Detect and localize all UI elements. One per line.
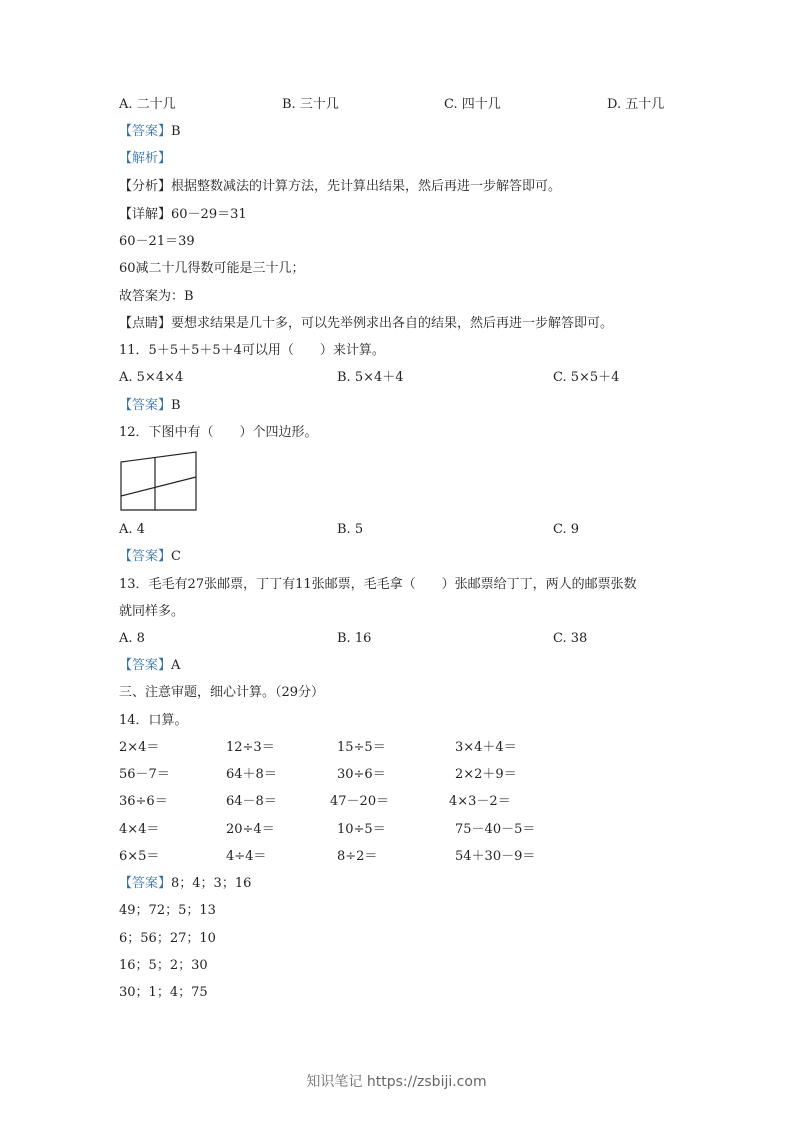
q13-option-a: A. 8 <box>119 631 145 646</box>
q10-option-c: C. 四十几 <box>444 97 501 112</box>
calc-item: 56－7＝ <box>119 767 170 782</box>
calc-item: 4÷4＝ <box>226 849 267 864</box>
q10-line3: 60减二十几得数可能是三十几； <box>119 261 305 276</box>
q10-option-a: A. 二十几 <box>119 97 176 112</box>
calc-item: 2×4＝ <box>119 740 160 755</box>
fenxi-text: 根据整数减法的计算方法，先计算出结果，然后再进一步解答即可。 <box>171 179 562 194</box>
answer-value: A <box>171 658 181 673</box>
calc-item: 15÷5＝ <box>337 740 386 755</box>
fenxi-tag: 【分析】 <box>119 179 172 194</box>
q12-answer <box>119 549 181 565</box>
answer-tag: 【答案】 <box>119 398 172 413</box>
q10-answer <box>119 124 181 140</box>
xiangjie-tag: 【详解】 <box>119 207 172 222</box>
q13-stem-line2: 就同样多。 <box>119 604 185 619</box>
answer-tag: 【答案】 <box>119 124 172 139</box>
dianjing-tag: 【点睛】 <box>119 316 172 331</box>
calc-item: 4×3－2＝ <box>449 794 511 809</box>
q11-answer <box>119 398 181 414</box>
q12-option-a: A. 4 <box>119 522 145 537</box>
q10-line2: 60－21＝39 <box>119 234 195 249</box>
calc-item: 20÷4＝ <box>226 822 275 837</box>
q10-option-b: B. 三十几 <box>282 97 339 112</box>
calc-item: 10÷5＝ <box>337 822 386 837</box>
q12-option-c: C. 9 <box>553 522 580 537</box>
answer-tag: 【答案】 <box>119 658 172 673</box>
answer-row: 8；4；3；16 <box>171 876 252 891</box>
calc-item: 75－40－5＝ <box>455 822 536 837</box>
q11-stem: 11．5＋5＋5＋5＋4可以用（ ）来计算。 <box>119 343 385 358</box>
answer-value: B <box>171 124 181 139</box>
dianjing-text: 要想求结果是几十多，可以先举例求出各自的结果，然后再进一步解答即可。 <box>171 316 614 331</box>
answer-tag: 【答案】 <box>119 876 172 891</box>
calc-item: 8÷2＝ <box>337 849 378 864</box>
q10-fenxi <box>119 179 561 195</box>
calc-item: 36÷6＝ <box>119 794 168 809</box>
q12-option-b: B. 5 <box>337 522 364 537</box>
footer-watermark: 知识笔记 https://zsbiji.com <box>306 1074 487 1090</box>
calc-item: 6×5＝ <box>119 849 160 864</box>
q11-option-c: C. 5×5＋4 <box>553 370 620 385</box>
calc-item: 54＋30－9＝ <box>455 849 536 864</box>
calc-item: 64＋8＝ <box>226 767 277 782</box>
q13-option-c: C. 38 <box>553 631 588 646</box>
quadrilateral-figure <box>119 450 199 512</box>
calc-item: 3×4＋4＝ <box>455 740 517 755</box>
answer-tag: 【答案】 <box>119 549 172 564</box>
calc-item: 12÷3＝ <box>226 740 275 755</box>
q14-answer <box>119 876 251 892</box>
calc-item: 64－8＝ <box>226 794 277 809</box>
q14-answer-row: 16；5；2；30 <box>119 958 208 973</box>
xiangjie-text: 60－29＝31 <box>171 207 247 222</box>
answer-value: B <box>171 398 181 413</box>
q13-option-b: B. 16 <box>337 631 372 646</box>
q13-answer <box>119 658 180 674</box>
calc-item: 2×2＋9＝ <box>455 767 517 782</box>
q10-line4: 故答案为：B <box>119 289 194 304</box>
q14-answer-row: 6；56；27；10 <box>119 931 216 946</box>
q14-answer-row: 49；72；5；13 <box>119 903 216 918</box>
q11-option-b: B. 5×4＋4 <box>337 370 404 385</box>
q10-option-d: D. 五十几 <box>607 97 665 112</box>
q14-stem: 14．口算。 <box>119 713 188 728</box>
calc-item: 30÷6＝ <box>337 767 386 782</box>
calc-item: 47－20＝ <box>330 794 390 809</box>
q13-stem-line1: 13．毛毛有27张邮票，丁丁有11张邮票，毛毛拿（ ）张邮票给丁丁，两人的邮票张数 <box>119 577 637 592</box>
q12-stem: 12．下图中有（ ）个四边形。 <box>119 425 318 440</box>
section-3-title: 三、注意审题，细心计算。（29分） <box>119 685 325 700</box>
calc-item: 4×4＝ <box>119 822 160 837</box>
q10-analysis-tag: 【解析】 <box>119 151 172 166</box>
answer-value: C <box>171 549 181 564</box>
q10-xiangjie <box>119 207 247 223</box>
q11-option-a: A. 5×4×4 <box>119 370 184 385</box>
q10-dianjing <box>119 316 613 332</box>
q14-answer-row: 30；1；4；75 <box>119 985 208 1000</box>
